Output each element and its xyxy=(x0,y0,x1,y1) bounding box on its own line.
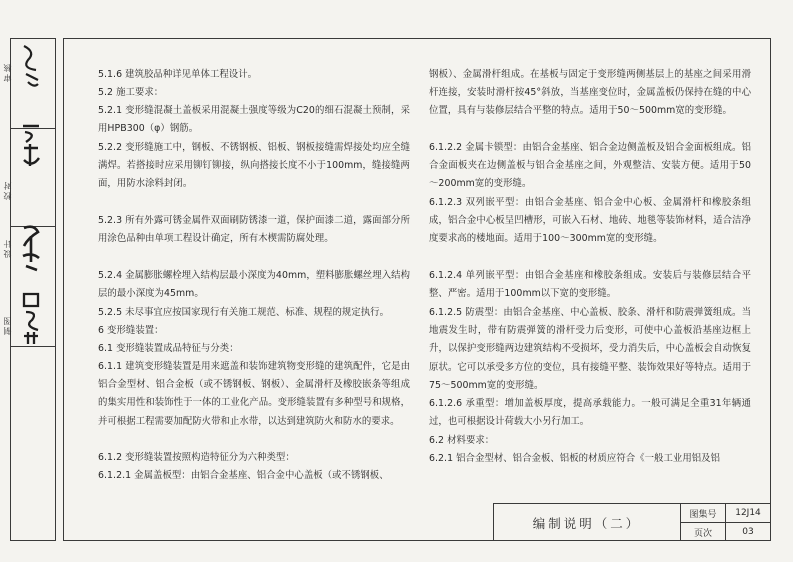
paragraph: 6.1.2.3 双列嵌平型：由铝合金基座、铝合金中心板、金属滑杆和橡胶条组成，铝合金中心板呈凹槽形，可嵌入石材、地砖、地毯等装饰材料，适合洁净度要求高的楼地面。适用于100～300mm宽的变形缝。 xyxy=(429,197,751,245)
strip-label-draft: 制图 xyxy=(3,315,12,335)
section-heading: 6.2 材料要求： xyxy=(429,435,495,446)
paragraph: 6.2.1 铝合金型材、铝合金板、铝板的材质应符合《一般工业用铝及铝 xyxy=(429,453,721,464)
signature-design xyxy=(20,222,42,274)
signature-check xyxy=(20,120,42,172)
paragraph: 6.1 变形缝装置成品特征与分类： xyxy=(98,343,239,354)
signature-draft xyxy=(20,290,42,346)
paragraph: 6.1.1 建筑变形缝装置是用来遮盖和装饰建筑物变形缝的建筑配件，它是由铝合金型材、铝合金板（或不锈钢板、钢板）、金属滑杆及橡胶嵌条等组成的集实用性和装饰性于一体的工业化产品。变形缝装置有多种型号和规格，并可根据工程需要加配防火带和止水带，以达到建筑防火和防水的要求。 xyxy=(98,361,410,427)
signature-review xyxy=(20,42,42,90)
paragraph: 5.2 施工要求： xyxy=(98,87,164,98)
strip-cell-draft xyxy=(10,346,56,541)
sheet-title: 编制说明（二） xyxy=(494,504,681,541)
text-column-right xyxy=(429,66,751,468)
paragraph: 6.1.2.4 单列嵌平型：由铝合金基座和橡胶条组成。安装后与装修层结合平整、严密。适用于100mm以下宽的变形缝。 xyxy=(429,270,751,300)
atlas-number-label: 图集号 xyxy=(681,504,726,523)
strip-label-review: 审核 xyxy=(3,62,12,82)
paragraph: 6.1.2.5 防震型：由铝合金基座、中心盖板、胶条、滑杆和防震弹簧组成。当地震发生时，带有防震弹簧的滑杆受力后变形，可使中心盖板沿基座边框上升，以保护变形缝两边建筑结构不受损坏，受力消失后，中心盖板会自动恢复原状。它可以承受多方位的变位，具有接缝平整、装饰效果好等特点。适用于75～500mm宽的变形缝。 xyxy=(429,307,751,391)
paragraph: 5.2.5 未尽事宜应按国家现行有关施工规范、标准、规程的规定执行。 xyxy=(98,307,390,318)
section-heading: 6 变形缝装置： xyxy=(98,325,164,336)
strip-label-design: 设计 xyxy=(3,238,12,258)
paragraph: 6.1.2.2 金属卡锁型：由铝合金基座、铝合金边侧盖板及铝合金面板组成。铝合金面板夹在边侧盖板与铝合金基座之间，外观整洁、安装方便。适用于50～200mm宽的变形缝。 xyxy=(429,142,751,190)
paragraph: 5.2.3 所有外露可锈金属件双面刷防锈漆一道，保护面漆二道，露面部分所用涂色品种由单项工程设计确定，所有木楔需防腐处理。 xyxy=(98,215,410,245)
text-column-left xyxy=(98,66,410,485)
paragraph: 钢板）、金属滑杆组成。在基板与固定于变形缝两侧基层上的基座之间采用滑杆连接，安装时滑杆按45°斜放，当基座变位时，金属盖板仍保持在缝的中心位置，具有与装修层结合平整的特点。适用于50～500mm宽的变形缝。 xyxy=(429,69,751,117)
paragraph: 5.2.2 变形缝施工中，钢板、不锈钢板、铝板、钢板接缝需焊接处均应全缝满焊。若搭接时应采用铆钉铆接，纵向搭接长度不小于100mm，缝接缝两面，用防水涂料封闭。 xyxy=(98,142,410,190)
strip-label-check: 校对 xyxy=(3,180,12,200)
paragraph: 6.1.2 变形缝装置按照构造特征分为六种类型： xyxy=(98,452,295,463)
paragraph: 6.1.2.1 金属盖板型：由铝合金基座、铝合金中心盖板（或不锈钢板、 xyxy=(98,470,389,481)
page-number-label: 页次 xyxy=(681,523,726,541)
page-number-value: 03 xyxy=(742,527,754,537)
paragraph: 5.2.1 变形缝混凝土盖板采用混凝土强度等级为C20的细石混凝土预制，采用HPB300（φ）钢筋。 xyxy=(98,105,410,135)
title-block xyxy=(493,503,771,541)
paragraph: 5.2.4 金属膨胀螺栓埋入结构层最小深度为40mm，塑料膨胀螺丝埋入结构层的最小深度为45mm。 xyxy=(98,270,411,300)
paragraph: 6.1.2.6 承重型：增加盖板厚度，提高承载能力。一般可满足全重31年辆通过，也可根据设计荷载大小另行加工。 xyxy=(429,398,751,428)
paragraph: 5.1.6 建筑胶品种详见单体工程设计。 xyxy=(98,69,258,80)
atlas-number-value: 12J14 xyxy=(726,504,770,523)
